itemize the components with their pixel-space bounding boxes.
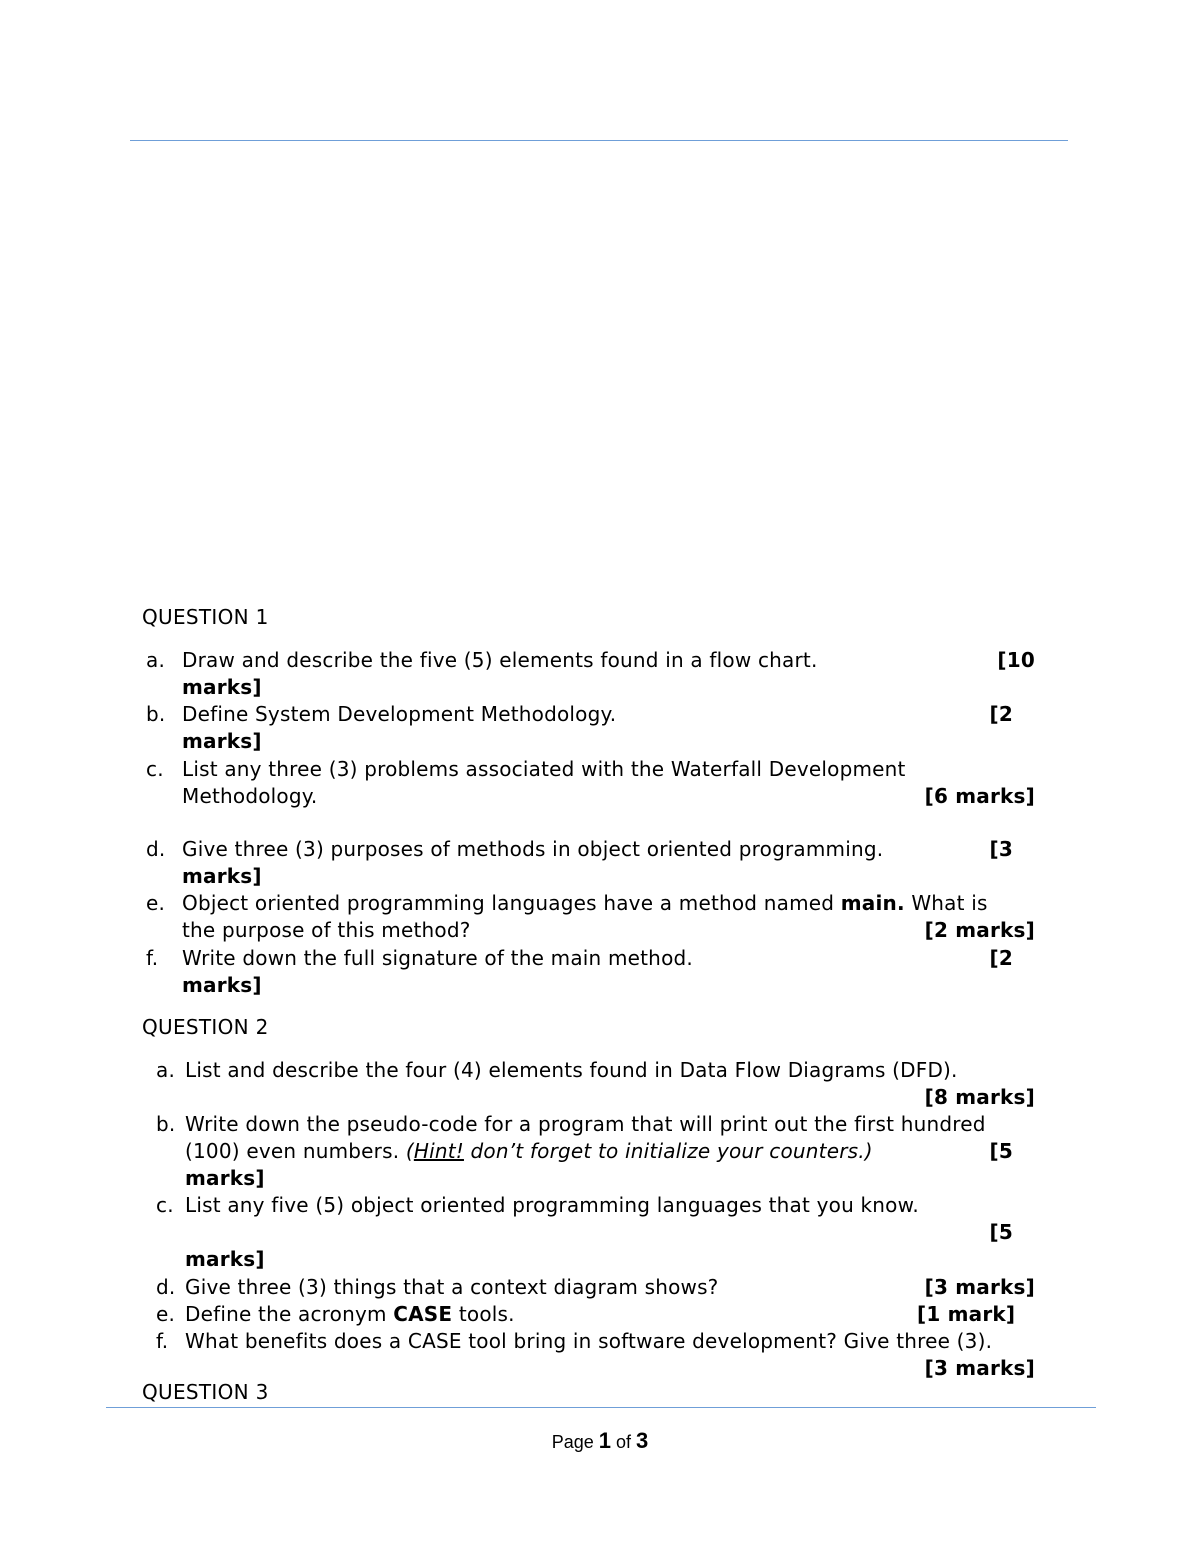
- item-letter: a.: [146, 648, 166, 672]
- item-marks-cont: marks]: [182, 864, 262, 888]
- page-footer: [0, 1428, 1200, 1454]
- question-2-item-b: [142, 1111, 1035, 1192]
- item-text-cont: the purpose of this method?: [182, 918, 471, 942]
- item-marks: [3: [989, 837, 1013, 861]
- item-letter: b.: [156, 1112, 176, 1136]
- item-keyword: CASE: [393, 1302, 453, 1326]
- question-1-item-d: [142, 836, 1035, 890]
- hint-text: (Hint! don’t forget to initialize your counters.): [405, 1139, 873, 1163]
- item-letter: f.: [146, 946, 159, 970]
- item-letter: a.: [156, 1058, 176, 1082]
- question-2-item-d: [142, 1274, 1035, 1301]
- item-marks: [10: [997, 648, 1035, 672]
- page-of-label: of: [616, 1432, 632, 1452]
- question-1-item-e: [142, 890, 1035, 944]
- item-marks-cont: marks]: [182, 675, 262, 699]
- item-text: Define the acronym: [185, 1302, 394, 1326]
- item-letter: e.: [156, 1302, 176, 1326]
- item-letter: c.: [156, 1193, 174, 1217]
- item-marks: [2: [989, 946, 1013, 970]
- item-text: Write down the full signature of the main method.: [182, 946, 693, 970]
- page-number: 1: [598, 1428, 611, 1453]
- item-marks-cont: marks]: [182, 729, 262, 753]
- item-marks: [8 marks]: [924, 1085, 1035, 1109]
- item-text: Write down the pseudo-code for a program that will print out the first hundred: [185, 1112, 986, 1136]
- item-letter: d.: [146, 837, 166, 861]
- question-1-item-f: [142, 945, 1035, 999]
- item-marks: [1 mark]: [917, 1302, 1016, 1326]
- question-2-item-f: [142, 1328, 1035, 1382]
- item-text: List any three (3) problems associated with the Waterfall Development: [182, 757, 906, 781]
- item-text: List any five (5) object oriented programming languages that you know.: [185, 1193, 919, 1217]
- footer-rule: [106, 1407, 1096, 1408]
- item-marks: [2 marks]: [924, 918, 1035, 942]
- question-2-item-e: [142, 1301, 1035, 1328]
- item-text: Give three (3) purposes of methods in object oriented programming.: [182, 837, 884, 861]
- question-2-item-a: [142, 1057, 1035, 1111]
- question-2-heading: QUESTION 2: [142, 1015, 269, 1039]
- item-text: What benefits does a CASE tool bring in software development? Give three (3).: [185, 1329, 993, 1353]
- item-marks: [6 marks]: [924, 784, 1035, 808]
- item-keyword: main.: [840, 891, 905, 915]
- item-marks-cont: marks]: [182, 973, 262, 997]
- question-1-item-c: [142, 756, 1035, 810]
- item-letter: c.: [146, 757, 164, 781]
- item-marks-cont: marks]: [185, 1166, 265, 1190]
- item-text: Give three (3) things that a context diagram shows?: [185, 1275, 719, 1299]
- item-letter: d.: [156, 1275, 176, 1299]
- item-marks: [5: [989, 1139, 1013, 1163]
- item-letter: b.: [146, 702, 166, 726]
- item-text: List and describe the four (4) elements found in Data Flow Diagrams (DFD).: [185, 1058, 958, 1082]
- item-text-post: What is: [904, 891, 988, 915]
- item-marks: [3 marks]: [924, 1275, 1035, 1299]
- item-text: Draw and describe the five (5) elements found in a flow chart.: [182, 648, 818, 672]
- page-total: 3: [636, 1428, 649, 1453]
- header-rule: [130, 140, 1068, 141]
- question-1-item-a: [142, 647, 1035, 701]
- item-marks-cont: marks]: [185, 1247, 265, 1271]
- item-marks: [2: [989, 702, 1013, 726]
- hint-word: Hint!: [413, 1139, 464, 1163]
- item-marks: [3 marks]: [924, 1356, 1035, 1380]
- item-text-cont: (100) even numbers.: [185, 1139, 406, 1163]
- item-text-post: tools.: [452, 1302, 515, 1326]
- item-marks: [5: [989, 1220, 1013, 1244]
- item-text-cont: Methodology.: [182, 784, 318, 808]
- question-2-item-c: [142, 1192, 1035, 1273]
- question-3-heading: QUESTION 3: [142, 1380, 269, 1404]
- item-letter: f.: [156, 1329, 169, 1353]
- question-1-item-b: [142, 701, 1035, 755]
- question-1-heading: QUESTION 1: [142, 605, 269, 629]
- item-text: Define System Development Methodology.: [182, 702, 617, 726]
- item-letter: e.: [146, 891, 166, 915]
- page-label: Page: [551, 1432, 594, 1452]
- item-text: Object oriented programming languages have a method named: [182, 891, 841, 915]
